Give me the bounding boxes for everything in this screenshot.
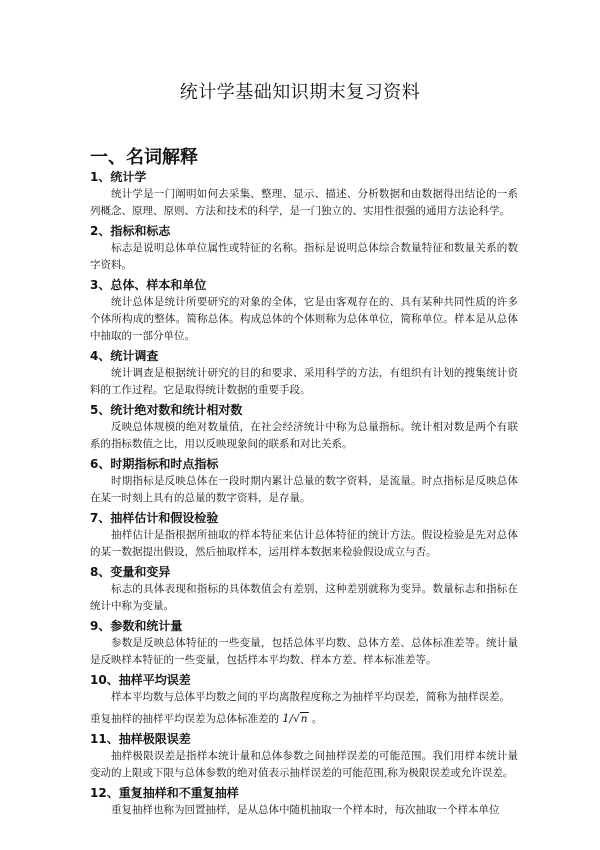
item-body: 反映总体规模的绝对数量值，在社会经济统计中称为总量指标。统计相对数是两个有联系的指标数值之比，用以反映现象间的联系和对比关系。 bbox=[90, 421, 518, 450]
item-heading: 9、参数和统计量 bbox=[90, 619, 183, 633]
definitions-list bbox=[90, 168, 518, 822]
item-heading: 11、抽样极限误差 bbox=[90, 732, 191, 746]
item-body: 参数是反映总体特征的一些变量，包括总体平均数、总体方差、总体标准差等。统计量是反映样本特征的一些变量，包括样本平均数、样本方差、样本标准差等。 bbox=[90, 637, 518, 666]
item-body: 时期指标是反映总体在一段时期内累计总量的数字资料，是流量。时点指标是反映总体在某一时刻上具有的总量的数字资料，是存量。 bbox=[90, 475, 518, 504]
item-body: 统计调查是根据统计研究的目的和要求、采用科学的方法，有组织有计划的搜集统计资料的工作过程。它是取得统计数据的重要手段。 bbox=[90, 367, 518, 396]
item-body: 抽样估计是指根据所抽取的样本特征来估计总体特征的统计方法。假设检验是先对总体的某一数据提出假设，然后抽取样本，运用样本数据来检验假设成立与否。 bbox=[90, 529, 518, 558]
item-heading: 6、时期指标和时点指标 bbox=[90, 457, 219, 471]
item-body: 抽样极限误差是指样本统计量和总体参数之间抽样误差的可能范围。我们用样本统计量变动的上限或下限与总体参数的绝对值表示抽样误差的可能范围,称为极限误差或允许误差。 bbox=[90, 750, 518, 779]
item-heading: 4、统计调查 bbox=[90, 349, 159, 363]
item-body: 统计学是一门阐明如何去采集、整理、显示、描述、分析数据和由数据得出结论的一系列概念、原理、原则、方法和技术的科学，是一门独立的、实用性很强的通用方法论科学。 bbox=[90, 188, 518, 217]
item-heading: 1、统计学 bbox=[90, 170, 147, 184]
item-heading: 2、指标和标志 bbox=[90, 224, 171, 238]
item-body: 统计总体是统计所要研究的对象的全体，它是由客观存在的、具有某种共同性质的许多个体所构成的整体。简称总体。构成总体的个体则称为总体单位，简称单位。样本是从总体中抽取的一部分单位。 bbox=[90, 296, 518, 342]
section-heading: 一、名词解释 bbox=[90, 147, 198, 168]
formula-fraction: 1/ bbox=[282, 712, 294, 725]
formula-line bbox=[90, 710, 518, 728]
item-body: 样本平均数与总体平均数之间的平均离散程度称之为抽样平均误差，简称为抽样误差。 bbox=[111, 691, 510, 703]
item-heading: 3、总体、样本和单位 bbox=[90, 278, 207, 292]
formula-suffix: 。 bbox=[311, 713, 323, 725]
item-body: 标志的具体表现和指标的具体数值会有差别，这种差别就称为变异。数量标志和指标在统计中称为变量。 bbox=[90, 583, 518, 612]
formula-prefix: 重复抽样的抽样平均误差为总体标准差的 bbox=[90, 713, 279, 725]
item-heading: 8、变量和变异 bbox=[90, 565, 171, 579]
item-heading: 12、重复抽样和不重复抽样 bbox=[90, 786, 239, 800]
sqrt-symbol: √n bbox=[293, 712, 308, 725]
item-body: 重复抽样也称为回置抽样，是从总体中随机抽取一个样本时，每次抽取一个样本单位 bbox=[111, 804, 500, 816]
formula-variable: n bbox=[300, 712, 308, 725]
item-heading: 5、统计绝对数和统计相对数 bbox=[90, 403, 243, 417]
item-heading: 10、抽样平均误差 bbox=[90, 673, 191, 687]
page-title: 统计学基础知识期末复习资料 bbox=[179, 82, 421, 103]
item-heading: 7、抽样估计和假设检验 bbox=[90, 511, 219, 525]
item-body: 标志是说明总体单位属性或特征的名称。指标是说明总体综合数量特征和数量关系的数字资料。 bbox=[90, 242, 518, 271]
